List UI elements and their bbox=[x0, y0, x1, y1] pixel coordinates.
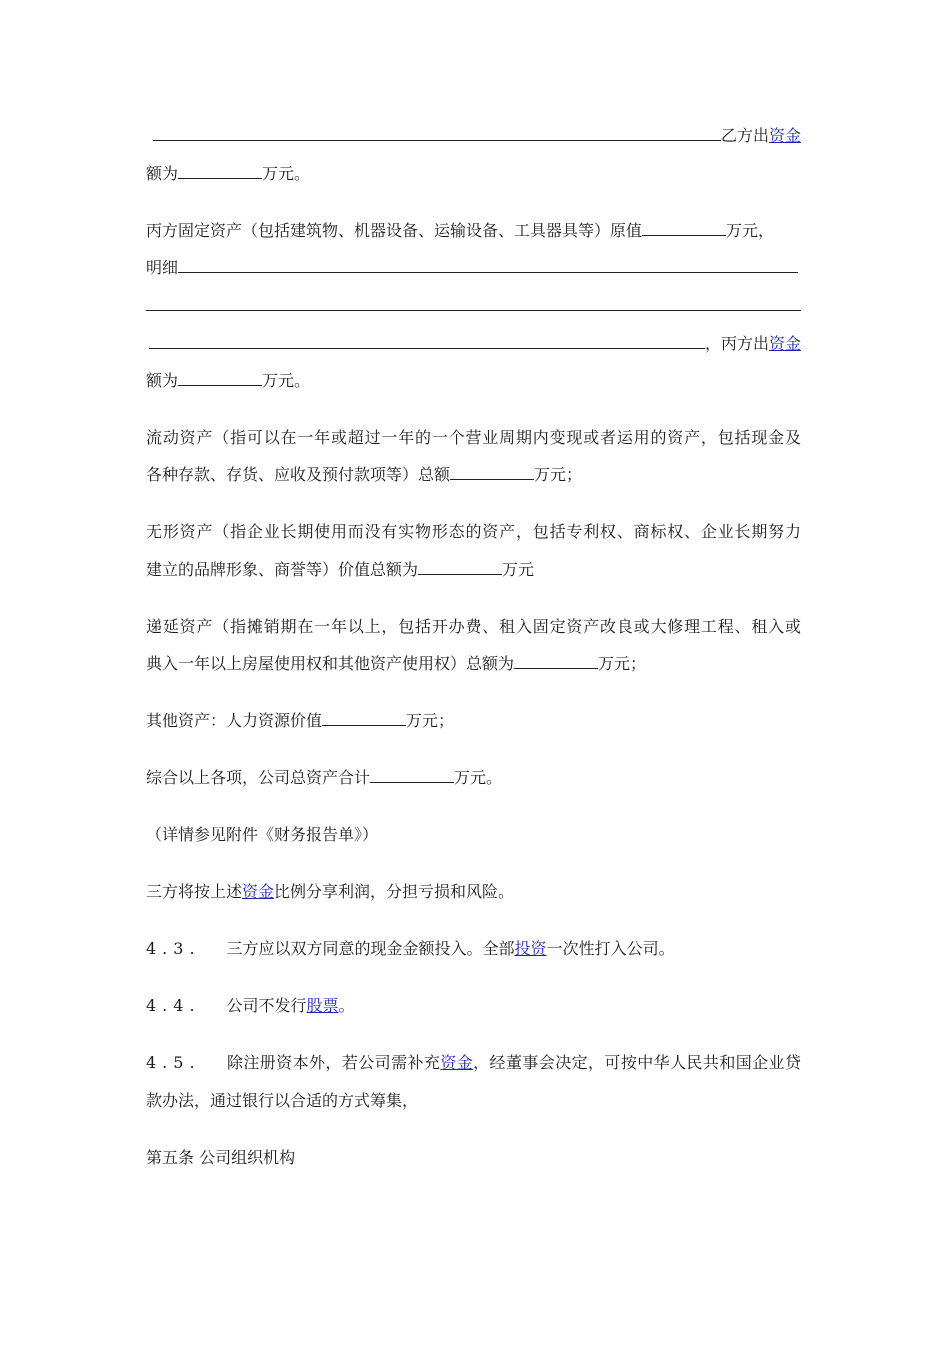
paragraph-party-b-funding: 乙方出资金 bbox=[146, 124, 801, 148]
paragraph-party-c-amount: 额为 万元。 bbox=[146, 371, 311, 390]
paragraph-profit-sharing: 三方将按上述资金比例分享利润，分担亏损和风险。 bbox=[146, 882, 515, 901]
paragraph-party-c-fixed-assets: 丙方固定资产（包括建筑物、机器设备、运输设备、工具器具等）原值 万元， bbox=[146, 221, 775, 240]
link-funding[interactable]: 资金 bbox=[440, 1053, 474, 1072]
blank-field[interactable] bbox=[450, 463, 534, 480]
paragraph-details-line bbox=[146, 294, 801, 318]
paragraph-other-assets: 其他资产：人力资源价值 万元； bbox=[146, 711, 455, 730]
blank-field[interactable] bbox=[418, 558, 502, 575]
link-funding[interactable]: 资金 bbox=[242, 882, 275, 901]
section-heading: 第五条 公司组织机构 bbox=[146, 1148, 296, 1167]
blank-field[interactable] bbox=[178, 369, 262, 386]
clause-number: 4.3. bbox=[146, 939, 201, 958]
paragraph-deferred-assets-2: 典入一年以上房屋使用权和其他资产使用权）总额为 万元； bbox=[146, 654, 647, 673]
paragraph-current-assets-2: 各种存款、存货、应收及预付款项等）总额 万元； bbox=[146, 465, 583, 484]
paragraph-party-b-amount: 额为 万元。 bbox=[146, 164, 311, 183]
link-funding[interactable]: 资金 bbox=[768, 126, 801, 145]
paragraph-intangible-assets-2: 建立的品牌形象、商誉等）价值总额为 万元 bbox=[146, 560, 535, 579]
clause-4-4: 4.4. 公司不发行股票。 bbox=[146, 996, 355, 1015]
link-funding[interactable]: 资金 bbox=[768, 334, 801, 353]
blank-field[interactable] bbox=[514, 652, 598, 669]
blank-field[interactable] bbox=[322, 709, 406, 726]
blank-field[interactable] bbox=[178, 256, 798, 273]
paragraph-total-assets: 综合以上各项，公司总资产合计 万元。 bbox=[146, 768, 503, 787]
clause-number: 4.5. bbox=[146, 1053, 201, 1072]
link-investment[interactable]: 投资 bbox=[514, 939, 547, 958]
paragraph-deferred-assets: 递延资产（指摊销期在一年以上，包括开办费、租入固定资产改良或大修理工程、租入或 bbox=[146, 617, 801, 636]
blank-field[interactable] bbox=[149, 332, 705, 349]
paragraph-party-c-funding: ，丙方出资金 bbox=[146, 332, 801, 356]
paragraph-appendix-note: （详情参见附件《财务报告单》） bbox=[146, 825, 379, 844]
blank-field[interactable] bbox=[153, 124, 721, 141]
paragraph-details: 明细 bbox=[146, 256, 801, 280]
paragraph-current-assets: 流动资产（指可以在一年或超过一年的一个营业周期内变现或者运用的资产，包括现金及 bbox=[146, 428, 801, 447]
blank-field[interactable] bbox=[370, 766, 454, 783]
clause-4-5: 4.5. 除注册资本外，若公司需补充资金，经董事会决定，可按中华人民共和国企业贷 bbox=[146, 1053, 801, 1072]
paragraph-intangible-assets: 无形资产（指企业长期使用而没有实物形态的资产，包括专利权、商标权、企业长期努力 bbox=[146, 522, 801, 541]
blank-field[interactable] bbox=[642, 219, 726, 236]
clause-4-3: 4.3. 三方应以双方同意的现金金额投入。全部投资一次性打入公司。 bbox=[146, 939, 675, 958]
clause-4-5-line-2: 款办法，通过银行以合适的方式筹集， bbox=[146, 1091, 419, 1110]
blank-field[interactable] bbox=[178, 162, 262, 179]
blank-field[interactable] bbox=[146, 294, 801, 311]
clause-number: 4.4. bbox=[146, 996, 201, 1015]
link-stock[interactable]: 股票 bbox=[306, 996, 339, 1015]
